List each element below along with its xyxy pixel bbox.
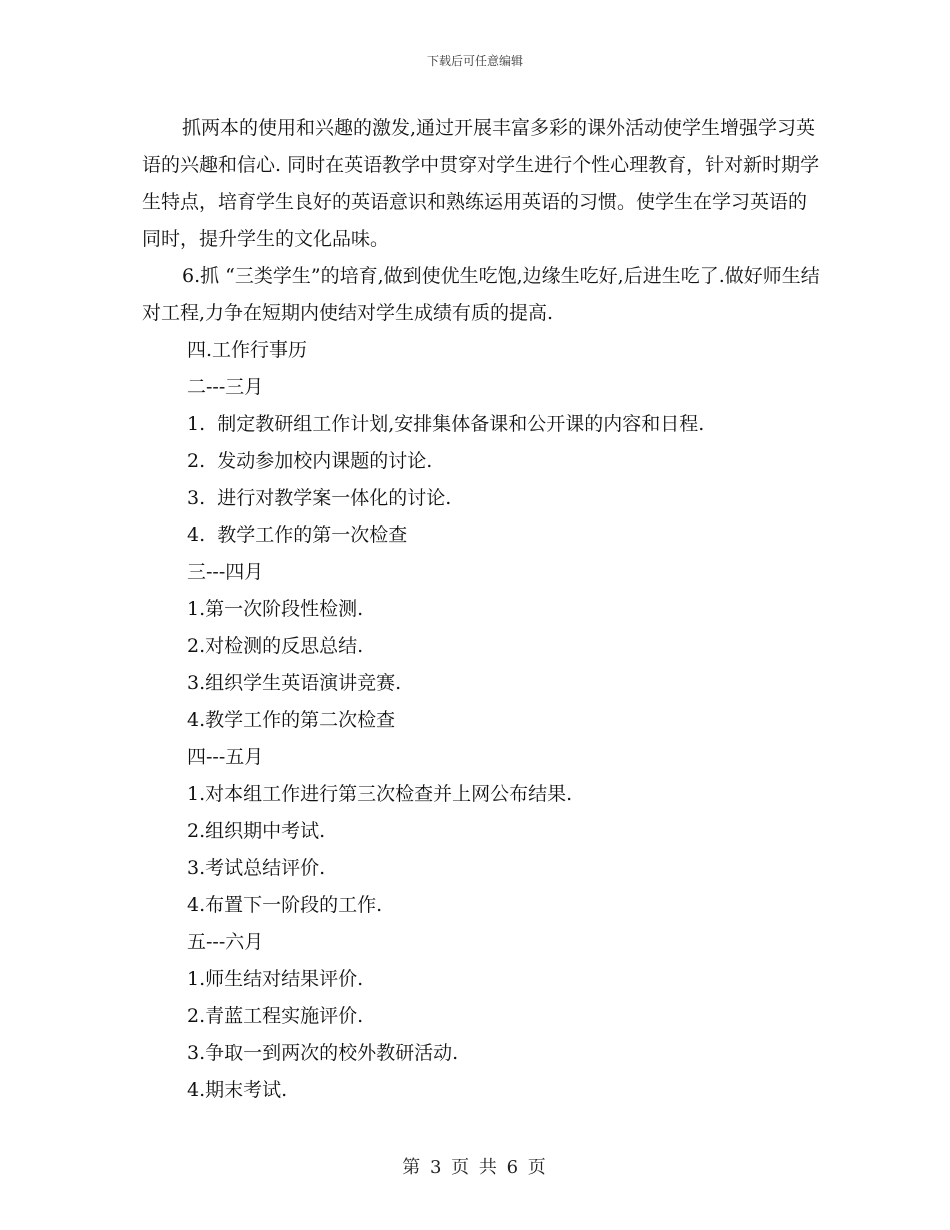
- list-item: 4.布置下一阶段的工作.: [187, 894, 383, 916]
- month-heading: 四---五月: [187, 746, 264, 768]
- paragraph-three-types-students: 6.抓 “三类学生”的培育,做到使优生吃饱,边缘生吃好,后进生吃了.做好师生结对工程,力争在短期内使结对学生成绩有质的提高.: [142, 265, 820, 324]
- list-item: 1.对本组工作进行第三次检查并上网公布结果.: [187, 783, 573, 805]
- list-item: 1.第一次阶段性检测.: [187, 598, 364, 620]
- list-item: 3.考试总结评价.: [187, 857, 326, 879]
- list-item: 1. 制定教研组工作计划,安排集体备课和公开课的内容和日程.: [187, 413, 705, 435]
- month-heading: 二---三月: [187, 376, 264, 398]
- list-item: 1.师生结对结果评价.: [187, 968, 364, 990]
- list-item: 2.组织期中考试.: [187, 820, 326, 842]
- month-heading: 三---四月: [187, 561, 264, 583]
- list-item: 4.教学工作的第二次检查: [187, 709, 396, 731]
- paragraph-activities: 抓两本的使用和兴趣的激发,通过开展丰富多彩的课外活动使学生增强学习英语的兴趣和信心. 同时在英语教学中贯穿对学生进行个性心理教育，针对新时期学生特点，培育学生良好的英语意识和熟练运用英语的习惯。使学生在学习英语的同时，提升学生的文化品味。: [142, 117, 820, 250]
- list-item: 4. 教学工作的第一次检查: [187, 524, 408, 546]
- section-heading-schedule: 四.工作行事历: [187, 339, 308, 361]
- list-item: 2. 发动参加校内课题的讨论.: [187, 450, 433, 472]
- month-heading: 五---六月: [187, 931, 264, 953]
- list-item: 2.对检测的反思总结.: [187, 635, 364, 657]
- document-body: [142, 110, 822, 1109]
- header-note: 下载后可任意编辑: [426, 54, 523, 68]
- list-item: 3.组织学生英语演讲竞赛.: [187, 672, 402, 694]
- list-item: 2.青蓝工程实施评价.: [187, 1005, 364, 1027]
- list-item: 3. 进行对教学案一体化的讨论.: [187, 487, 452, 509]
- list-item: 4.期末考试.: [187, 1079, 288, 1101]
- list-item: 3.争取一到两次的校外教研活动.: [187, 1042, 459, 1064]
- page-number-footer: 第 3 页 共 6 页: [402, 1157, 548, 1178]
